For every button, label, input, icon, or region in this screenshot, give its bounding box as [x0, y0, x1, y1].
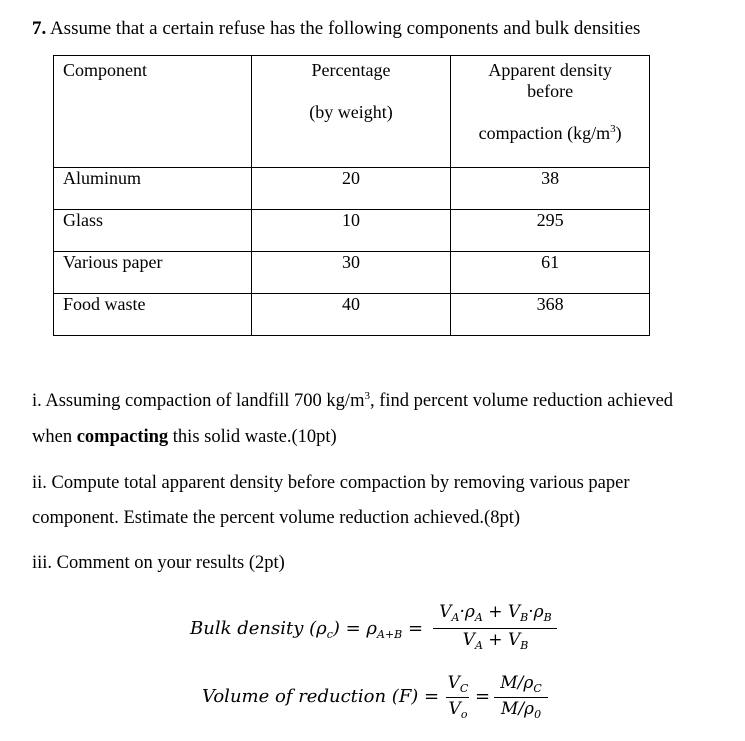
cell-component: Food waste — [54, 294, 252, 336]
components-table — [53, 55, 650, 336]
table-row — [54, 210, 650, 252]
header-density: Apparent density before compaction $(kg/m^3)$ — [451, 56, 650, 168]
table-header-row — [54, 56, 650, 168]
question-text: Assume that a certain refuse has the following components and bulk densities — [49, 18, 641, 39]
volume-denominator-2: $M/\rho_0$ — [500, 699, 542, 721]
bulk-density-lhs: Bulk density $(\rho_c) = \rho_{A+B}$ = — [190, 618, 424, 641]
volume-fraction-bar-1 — [446, 697, 469, 698]
question-number: 7. — [32, 18, 47, 39]
volume-denominator-1: $V_o$ — [448, 699, 468, 721]
question-title — [32, 18, 640, 40]
cell-density: 38 — [451, 168, 650, 210]
volume-fraction-bar-2 — [494, 697, 548, 698]
cell-percentage: 20 — [251, 168, 451, 210]
table-row — [54, 168, 650, 210]
part-i-line1: i. Assuming compaction of landfill 700 $kg/m^3$, find percent volume reduction achieved — [32, 390, 674, 411]
part-ii-line2: component. Estimate the percent volume reduction achieved.(8pt) — [32, 508, 521, 528]
volume-equals-2: = — [475, 686, 491, 707]
cell-density: 295 — [451, 210, 650, 252]
cell-component: Glass — [54, 210, 252, 252]
bulk-density-numerator: $V_A\cdot\rho_A + V_B\cdot\rho_B$ — [439, 602, 552, 624]
cell-component: Aluminum — [54, 168, 252, 210]
volume-numerator-1: $V_C$ — [447, 673, 469, 695]
bulk-fraction-bar — [433, 628, 557, 629]
volume-reduction-lhs: Volume of reduction (F) = — [202, 686, 440, 707]
volume-numerator-2: $M/\rho_C$ — [500, 673, 542, 695]
part-i-line2: when compacting this solid waste.(10pt) — [32, 427, 337, 447]
cell-density: 61 — [451, 252, 650, 294]
header-percentage: Percentage (by weight) — [251, 56, 451, 168]
cell-percentage: 30 — [251, 252, 451, 294]
table-row — [54, 294, 650, 336]
cell-percentage: 10 — [251, 210, 451, 252]
cell-component: Various paper — [54, 252, 252, 294]
table-row — [54, 252, 650, 294]
cell-density: 368 — [451, 294, 650, 336]
bulk-density-denominator: $V_A + V_B$ — [462, 630, 529, 652]
header-component: Component — [54, 56, 252, 168]
part-iii-line1: iii. Comment on your results (2pt) — [32, 553, 285, 573]
cell-percentage: 40 — [251, 294, 451, 336]
part-ii-line1: ii. Compute total apparent density before compaction by removing various paper — [32, 473, 630, 493]
